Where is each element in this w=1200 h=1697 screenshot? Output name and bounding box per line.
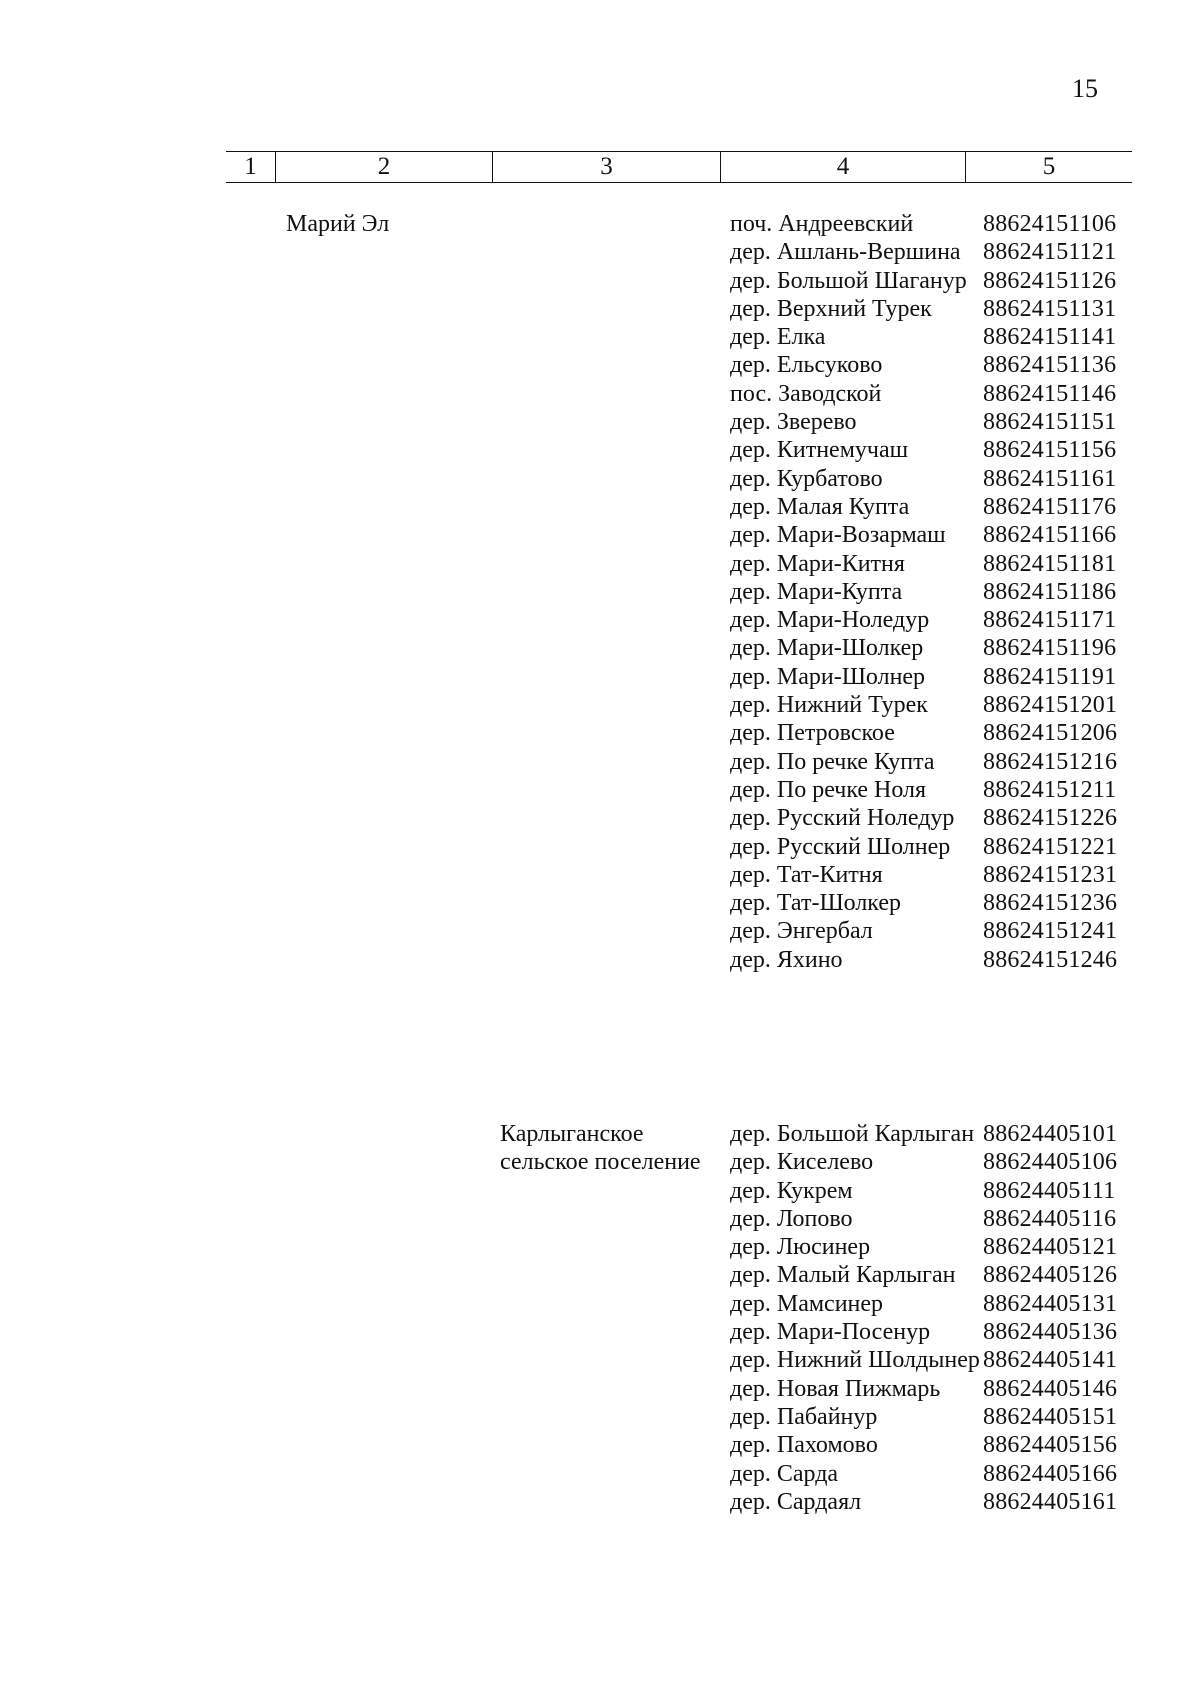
column-header-1: 1 (244, 153, 257, 180)
table-row (730, 578, 1150, 606)
locality-name: поч. Андреевский (730, 211, 914, 237)
locality-name: дер. Зверево (730, 409, 857, 436)
locality-name: дер. Сарда (730, 1460, 839, 1487)
locality-name: дер. Ашлань-Вершина (730, 239, 961, 266)
locality-name: дер. Русский Шолнер (730, 833, 951, 860)
table-row (730, 691, 1150, 719)
table-row (730, 1346, 1150, 1374)
oktmo-code: 88624151206 (983, 720, 1118, 747)
table-row (730, 408, 1150, 436)
oktmo-code: 88624405131 (983, 1290, 1118, 1317)
oktmo-code: 88624405161 (983, 1488, 1118, 1515)
oktmo-code: 88624151156 (983, 437, 1117, 464)
oktmo-code: 88624405101 (983, 1121, 1118, 1147)
region-name: Марий Эл (286, 211, 390, 237)
locality-name: дер. Нижний Турек (730, 692, 928, 719)
oktmo-code: 88624405166 (983, 1460, 1118, 1487)
table-row (730, 493, 1150, 521)
locality-name: дер. Киселево (730, 1149, 874, 1176)
locality-name: пос. Заводской (730, 380, 882, 407)
oktmo-code: 88624151141 (983, 324, 1117, 351)
table-row (730, 748, 1150, 776)
table-row (730, 351, 1150, 379)
locality-name: дер. Энгербал (730, 918, 873, 945)
oktmo-code: 88624151191 (983, 663, 1117, 690)
locality-name: дер. Курбатово (730, 465, 883, 492)
table-row (730, 889, 1150, 917)
locality-name: дер. Мари-Купта (730, 578, 903, 605)
locality-list (730, 1120, 1150, 1516)
table-row (730, 1177, 1150, 1205)
table-row (730, 238, 1150, 266)
locality-name: дер. Мари-Китня (730, 550, 905, 577)
column-header-2: 2 (275, 152, 492, 182)
table-row (730, 663, 1150, 691)
table-row (730, 1460, 1150, 1488)
table-row (730, 719, 1150, 747)
oktmo-code: 88624151161 (983, 465, 1117, 492)
locality-name: дер. Новая Пижмарь (730, 1375, 941, 1402)
locality-name: дер. Мамсинер (730, 1290, 884, 1317)
oktmo-code: 88624151151 (983, 409, 1117, 436)
oktmo-code: 88624405111 (983, 1177, 1116, 1204)
table-row (730, 1205, 1150, 1233)
table-row (730, 1375, 1150, 1403)
locality-name: дер. Тат-Шолкер (730, 890, 902, 917)
locality-name: дер. Малый Карлыган (730, 1262, 956, 1289)
table-row (730, 380, 1150, 408)
oktmo-code: 88624405156 (983, 1432, 1118, 1459)
table-row (730, 521, 1150, 549)
locality-name: дер. Мари-Посенур (730, 1319, 931, 1346)
locality-name: дер. Елка (730, 324, 826, 351)
oktmo-code: 88624151131 (983, 295, 1117, 322)
table-row (730, 833, 1150, 861)
locality-name: дер. Китнемучаш (730, 437, 909, 464)
oktmo-code: 88624405126 (983, 1262, 1118, 1289)
table-row (730, 861, 1150, 889)
table-row (730, 323, 1150, 351)
oktmo-code: 88624151166 (983, 522, 1117, 549)
oktmo-code: 88624405116 (983, 1205, 1117, 1232)
table-row (730, 295, 1150, 323)
locality-name: дер. Нижний Шолдынер (730, 1347, 980, 1374)
oktmo-code: 88624151186 (983, 578, 1117, 605)
oktmo-code: 88624151126 (983, 267, 1117, 294)
table-row (730, 1403, 1150, 1431)
oktmo-code: 88624405106 (983, 1149, 1118, 1176)
locality-name: дер. Большой Карлыган (730, 1121, 975, 1147)
locality-list (730, 210, 1150, 974)
settlement-name: Карлыганское сельское поселение (500, 1121, 701, 1176)
locality-name: дер. По речке Купта (730, 748, 935, 775)
table-row (730, 804, 1150, 832)
locality-name: дер. Тат-Китня (730, 861, 883, 888)
locality-name: дер. Мари-Шолкер (730, 635, 924, 662)
table-row (730, 1431, 1150, 1459)
oktmo-code: 88624151181 (983, 550, 1117, 577)
oktmo-code: 88624151241 (983, 918, 1118, 945)
locality-name: дер. По речке Ноля (730, 776, 927, 803)
table-row (730, 1290, 1150, 1318)
column-header-4: 4 (720, 152, 965, 182)
table-row (730, 946, 1150, 974)
oktmo-code: 88624151106 (983, 211, 1117, 237)
oktmo-code: 88624151171 (983, 607, 1117, 634)
table-row (730, 1233, 1150, 1261)
locality-name: дер. Яхино (730, 946, 843, 973)
table-row (730, 210, 1150, 238)
table-row (730, 776, 1150, 804)
oktmo-code: 88624151201 (983, 692, 1118, 719)
oktmo-code: 88624405141 (983, 1347, 1118, 1374)
locality-name: дер. Мари-Ноледур (730, 607, 930, 634)
table-row (730, 634, 1150, 662)
oktmo-code: 88624151136 (983, 352, 1117, 379)
oktmo-code: 88624151226 (983, 805, 1118, 832)
locality-name: дер. Кукрем (730, 1177, 853, 1204)
table-row (730, 436, 1150, 464)
oktmo-code: 88624405151 (983, 1403, 1118, 1430)
oktmo-code: 88624151216 (983, 748, 1118, 775)
column-header-5: 5 (965, 152, 1132, 182)
locality-name: дер. Лопово (730, 1205, 853, 1232)
table-row (730, 465, 1150, 493)
oktmo-code: 88624151236 (983, 890, 1118, 917)
locality-name: дер. Пабайнур (730, 1403, 878, 1430)
table-row (730, 1261, 1150, 1289)
table-header (226, 151, 1132, 183)
oktmo-code: 88624151121 (983, 239, 1117, 266)
locality-name: дер. Большой Шаганур (730, 267, 967, 294)
oktmo-code: 88624405121 (983, 1234, 1118, 1261)
oktmo-code: 88624151211 (983, 776, 1117, 803)
locality-name: дер. Ельсуково (730, 352, 883, 379)
oktmo-code: 88624405146 (983, 1375, 1118, 1402)
table-row (730, 1148, 1150, 1176)
oktmo-code: 88624151221 (983, 833, 1118, 860)
locality-name: дер. Люсинер (730, 1234, 871, 1261)
locality-name: дер. Мари-Шолнер (730, 663, 926, 690)
table-row (730, 267, 1150, 295)
locality-name: дер. Петровское (730, 720, 895, 747)
table-row (730, 1318, 1150, 1346)
oktmo-code: 88624151196 (983, 635, 1117, 662)
locality-name: дер. Пахомово (730, 1432, 878, 1459)
oktmo-code: 88624405136 (983, 1319, 1118, 1346)
table-row (730, 917, 1150, 945)
table-row (730, 606, 1150, 634)
oktmo-code: 88624151246 (983, 946, 1118, 973)
locality-name: дер. Малая Купта (730, 493, 910, 520)
locality-name: дер. Сардаял (730, 1488, 862, 1515)
oktmo-code: 88624151176 (983, 493, 1117, 520)
page-number: 15 (1072, 74, 1098, 103)
oktmo-code: 88624151146 (983, 380, 1117, 407)
locality-name: дер. Верхний Турек (730, 295, 932, 322)
table-row (730, 1120, 1150, 1148)
locality-name: дер. Мари-Возармаш (730, 522, 946, 549)
oktmo-code: 88624151231 (983, 861, 1118, 888)
table-row (730, 550, 1150, 578)
column-header-3: 3 (492, 152, 720, 182)
locality-name: дер. Русский Ноледур (730, 805, 955, 832)
table-row (730, 1488, 1150, 1516)
